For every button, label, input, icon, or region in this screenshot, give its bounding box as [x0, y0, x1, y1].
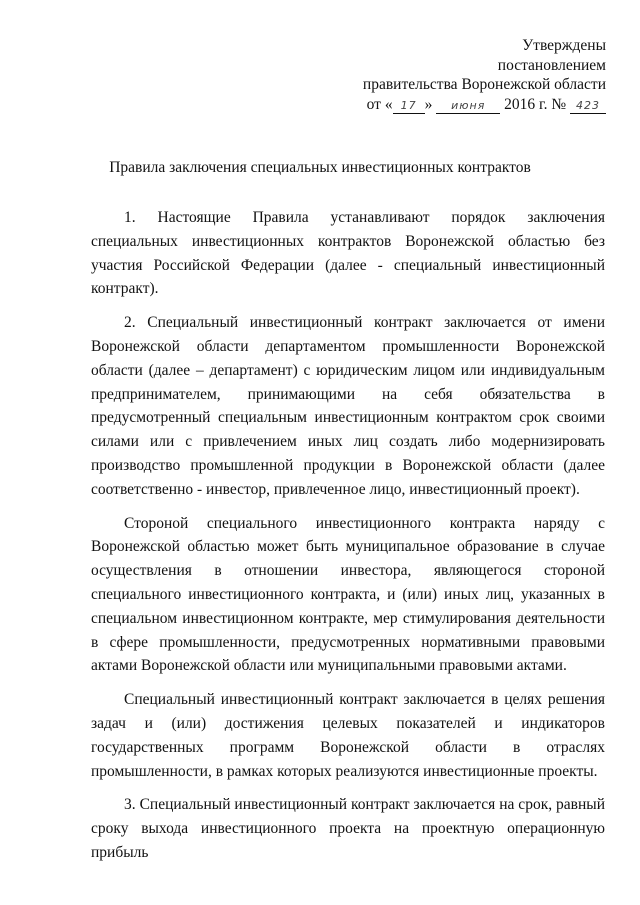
approval-line-3: правительства Воронежской области [362, 76, 606, 93]
number-blank [570, 97, 606, 114]
approval-line-2: постановлением [497, 56, 606, 74]
document-body [91, 206, 605, 875]
date-month-blank [436, 97, 500, 114]
paragraph-5: 3. Специальный инвестиционный контракт заключается на срок, равный сроку выхода инвестиционного проекта на проектную операционную прибыль [91, 796, 605, 861]
date-day: 17 [400, 98, 417, 112]
date-month: июня [451, 98, 486, 112]
date-year: 2016 г. [504, 95, 548, 113]
approval-line-1: Утверждены [522, 37, 606, 54]
document-title: Правила заключения специальных инвестиционных контрактов [109, 159, 531, 176]
paragraph-1: 1. Настоящие Правила устанавливают порядок заключения специальных инвестиционных контрактов Воронежской областью без участия Российской Федерации (далее - специальный инвестиционный контракт). [91, 209, 605, 298]
date-prefix: от « [366, 95, 393, 113]
approval-date-row [363, 95, 606, 115]
decree-number: 423 [576, 98, 600, 112]
paragraph-2: 2. Специальный инвестиционный контракт заключается от имени Воронежской области департаментом промышленности Воронежской области (далее – департамент) с юридическим лицом или индивидуальным предпринимателем, принимающими на себя обязательства в предусмотренный специальным инвестиционным контрактом срок своими силами или с привлечением иных лиц создать либо модернизировать производство промышленной продукции в Воронежской области (далее соответственно - инвестор, привлеченное лицо, инвестиционный проект). [91, 314, 605, 498]
date-quote-close: » [424, 95, 433, 113]
paragraph-4: Специальный инвестиционный контракт заключается в целях решения задач и (или) достижения целевых показателей и индикаторов государственных программ Воронежской области в отраслях промышленности, в рамках которых реализуются инвестиционные проекты. [91, 691, 605, 780]
date-day-blank [393, 97, 425, 114]
paragraph-3: Стороной специального инвестиционного контракта наряду с Воронежской областью может быть муниципальное образование в случае осуществления в отношении инвестора, являющегося стороной специального инвестиционного контракта, и (или) иных лиц, указанных в специальном инвестиционном контракте, мер стимулирования деятельности в сфере промышленности, предусмотренных нормативными правовыми актами Воронежской области или муниципальными правовыми актами. [91, 514, 605, 675]
number-sign: № [551, 95, 567, 113]
approval-block [363, 36, 606, 114]
